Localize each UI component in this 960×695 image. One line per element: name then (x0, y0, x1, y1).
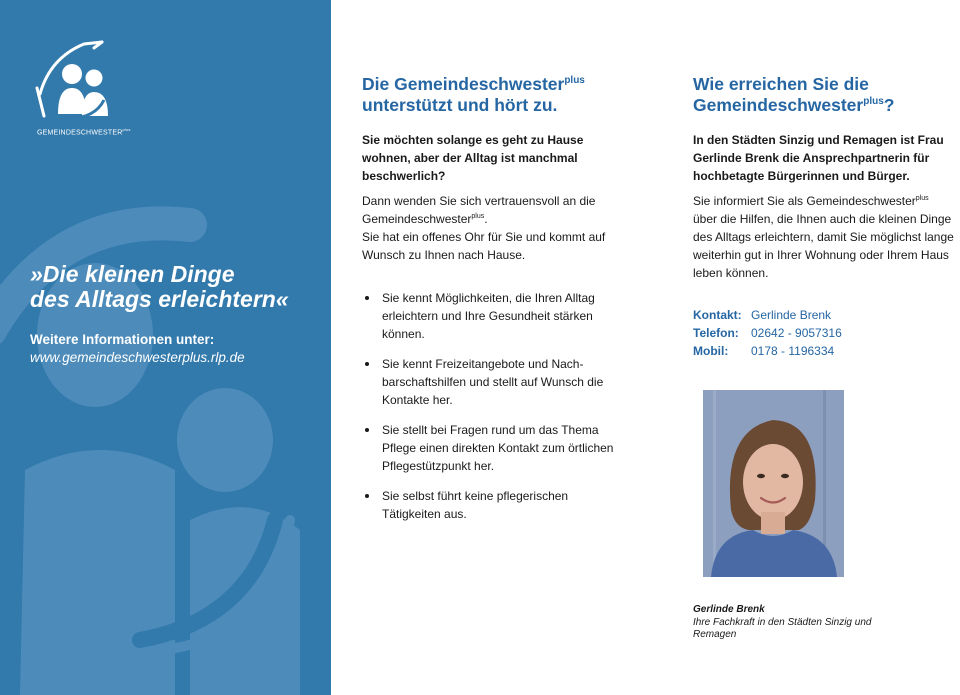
middle-heading: Die Gemeindeschwester$^{plus}$ unterstützt und hört zu. (362, 74, 585, 115)
caption-role: Ihre Fachkraft in den Städten Sinzig und Remagen (693, 616, 872, 640)
bullet-icon (365, 494, 369, 498)
contact-block (693, 306, 955, 360)
cover-panel (0, 0, 331, 695)
contact-row (693, 342, 955, 360)
right-paragraph: Sie informiert Sie als Gemeindeschwester$^{plus}$ über die Hilfen, die Ihnen auch die kleinen Dinge des Alltags erleichtern, damit Sie möglichst lange weiterhin gut in Ihrer Wohnung oder Ihrem Haus leben können. (693, 194, 954, 280)
photo-caption (693, 604, 893, 642)
more-info-url[interactable]: www.gemeindeschwesterplus.rlp.de (30, 350, 245, 365)
contact-key: Kontakt: (693, 308, 742, 322)
contact-key: Mobil: (693, 344, 729, 358)
list-item: Sie kennt Freizeitangebote und Nachbarschaftshilfen und stellt auf Wunsch die Kontakte her. (362, 355, 622, 409)
right-lead: In den Städten Sinzig und Remagen ist Frau Gerlinde Brenk die Ansprechpartnerin für hochbetagte Bürgerinnen und Bürger. (693, 133, 944, 183)
portrait-illustration (703, 390, 844, 577)
contact-key: Telefon: (693, 326, 739, 340)
more-info-label: Weitere Informationen unter: (30, 332, 215, 347)
contact-value: Gerlinde Brenk (751, 308, 832, 322)
portrait-photo (703, 390, 844, 577)
contact-row (693, 306, 955, 324)
middle-paragraph: Dann wenden Sie sich vertrauensvoll an die Gemeindeschwester$^{plus}$. Sie hat ein offenes Ohr für Sie und kommt auf Wunsch zu Ihnen nach Hause. (362, 194, 606, 262)
middle-lead: Sie möchten solange es geht zu Hause wohnen, aber der Alltag ist manchmal beschwerlich? (362, 133, 584, 183)
cover-quote: »Die kleinen Dinge des Alltags erleichtern« (30, 261, 289, 312)
list-item: Sie kennt Möglichkeiten, die Ihren Alltag erleichtern und Ihre Gesundheit stärken können. (362, 289, 622, 343)
caption-name: Gerlinde Brenk (693, 604, 765, 615)
logo-text: $GEMEINDESCHWESTER^{plus}$ (37, 127, 131, 137)
contact-row (693, 324, 955, 342)
right-column (693, 74, 955, 360)
middle-column (362, 74, 622, 535)
list-item: Sie stellt bei Fragen rund um das Thema Pflege einen direkten Kontakt zum örtlichen Pflegestützpunkt her. (362, 421, 622, 475)
right-heading: Wie erreichen Sie die Gemeindeschwester$^{plus}$? (693, 74, 895, 115)
bullet-icon (365, 428, 369, 432)
list-item: Sie selbst führt keine pflegerischen Tätigkeiten aus. (362, 487, 622, 523)
services-list (362, 289, 622, 523)
gemeindeschwester-logo-icon (32, 36, 128, 126)
mobile-number[interactable]: 0178 - 1196334 (751, 344, 835, 358)
phone-number[interactable]: 02642 - 9057316 (751, 326, 842, 340)
bullet-icon (365, 362, 369, 366)
bullet-icon (365, 296, 369, 300)
